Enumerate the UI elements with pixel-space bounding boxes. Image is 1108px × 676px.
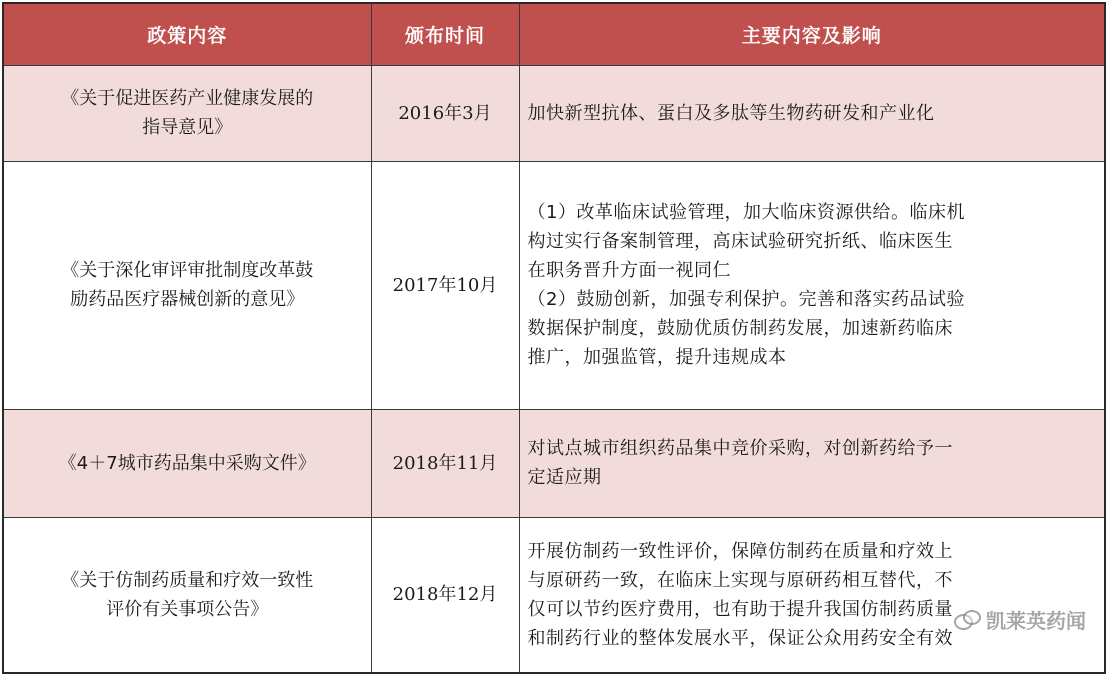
table-row <box>3 161 1105 409</box>
policy-table <box>2 2 1106 674</box>
content-line: 加快新型抗体、蛋白及多肽等生物药研发和产业化 <box>527 102 935 124</box>
content-line: 数据保护制度，鼓励优质仿制药发展，加速新药临床 <box>527 318 953 339</box>
policy-name-line: 《关于促进医药产业健康发展的 <box>61 88 314 109</box>
content-line: 和制药行业的整体发展水平，保证公众用药安全有效 <box>527 627 953 649</box>
content-line: 在职务晋升方面一视同仁 <box>527 260 731 281</box>
policy-name-line: 《关于深化审评审批制度改革鼓 <box>61 260 314 281</box>
content-cell <box>519 517 1105 673</box>
date-cell: 2017年10月 <box>371 161 519 409</box>
content-cell <box>519 161 1105 409</box>
content-line: 定适应期 <box>527 467 602 488</box>
watermark-text: 凯莱英药闻 <box>986 609 1086 633</box>
policy-name-cell <box>3 65 371 161</box>
table-row <box>3 517 1105 673</box>
policy-name-cell <box>3 517 371 673</box>
content-cell <box>519 409 1105 517</box>
content-line: （2）鼓励创新，加强专利保护。完善和落实药品试验 <box>527 289 965 310</box>
date-cell: 2018年12月 <box>371 517 519 673</box>
content-line: 仅可以节约医疗费用，也有助于提升我国仿制药质量 <box>527 598 953 620</box>
policy-name-line: 励药品医疗器械创新的意见》 <box>70 289 305 310</box>
content-line: （1）改革临床试验管理，加大临床资源供给。临床机 <box>527 202 965 223</box>
date-cell: 2016年3月 <box>371 65 519 161</box>
table-row <box>3 409 1105 517</box>
policy-name-line: 《关于仿制药质量和疗效一致性 <box>61 569 314 591</box>
table-row <box>3 65 1105 161</box>
header-row <box>3 3 1105 65</box>
policy-name-cell <box>3 161 371 409</box>
policy-name-cell <box>3 409 371 517</box>
content-cell <box>519 65 1105 161</box>
content-line: 推广，加强监管，提升违规成本 <box>527 347 787 368</box>
content-line: 与原研药一致，在临床上实现与原研药相互替代，不 <box>527 569 953 591</box>
header-date: 颁布时间 <box>371 3 519 65</box>
policy-name-line: 评价有关事项公告》 <box>106 598 269 620</box>
date-cell: 2018年11月 <box>371 409 519 517</box>
policy-name-line: 指导意见》 <box>142 117 233 138</box>
content-line: 构过实行备案制管理，高床试验研究折纸、临床医生 <box>527 231 953 252</box>
content-line: 开展仿制药一致性评价，保障仿制药在质量和疗效上 <box>527 540 953 562</box>
header-policy: 政策内容 <box>3 3 371 65</box>
policy-name-line: 《4＋7城市药品集中采购文件》 <box>58 452 316 474</box>
header-impact: 主要内容及影响 <box>519 3 1105 65</box>
content-line: 对试点城市组织药品集中竞价采购，对创新药给予一 <box>527 438 953 459</box>
